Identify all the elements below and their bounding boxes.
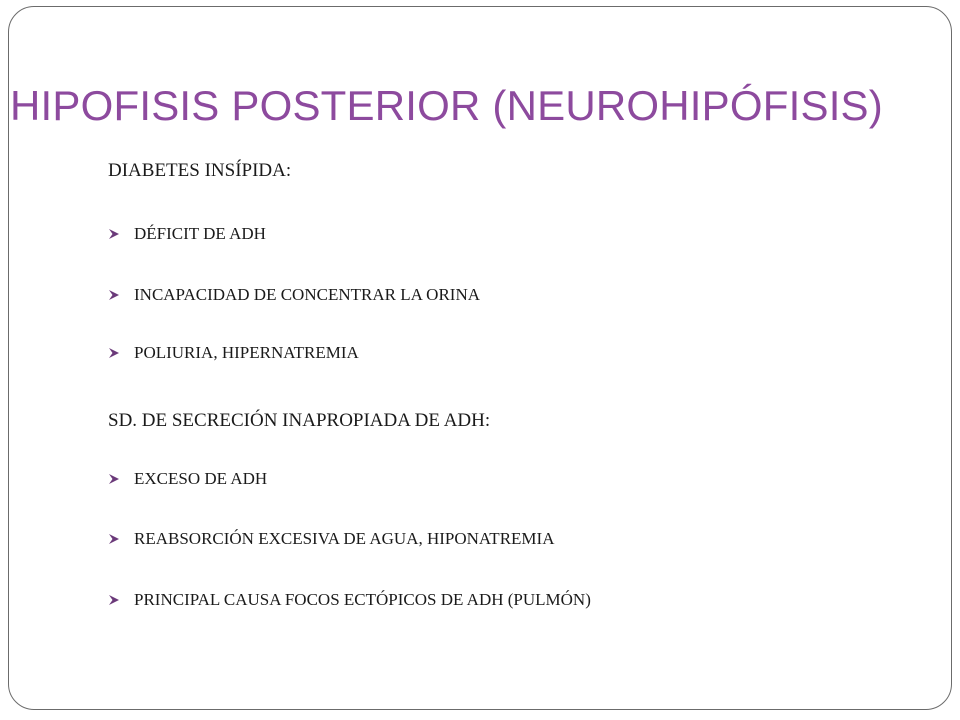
arrowhead-bullet-icon: [108, 533, 120, 545]
bullet-text: REABSORCIÓN EXCESIVA DE AGUA, HIPONATREMIA: [134, 529, 555, 548]
bullet-text: EXCESO DE ADH: [134, 469, 268, 488]
bullet-text: POLIURIA, HIPERNATREMIA: [134, 343, 359, 362]
bullet-item: [108, 224, 266, 244]
arrowhead-bullet-icon: [108, 289, 120, 301]
arrowhead-bullet-icon: [108, 228, 120, 240]
bullet-text: DÉFICIT DE ADH: [134, 224, 266, 243]
arrowhead-bullet-icon: [108, 347, 120, 359]
bullet-item: [108, 590, 591, 610]
section-heading-diabetes-insipida: DIABETES INSÍPIDA:: [108, 160, 292, 181]
slide-title: HIPOFISIS POSTERIOR (NEUROHIPÓFISIS): [10, 82, 883, 129]
arrowhead-bullet-icon: [108, 594, 120, 606]
section-heading-sd-secrecion: SD. DE SECRECIÓN INAPROPIADA DE ADH:: [108, 410, 491, 431]
bullet-item: [108, 285, 480, 305]
bullet-text: INCAPACIDAD DE CONCENTRAR LA ORINA: [134, 285, 481, 304]
bullet-item: [108, 469, 267, 489]
bullet-text: PRINCIPAL CAUSA FOCOS ECTÓPICOS DE ADH (PULMÓN): [134, 590, 591, 609]
bullet-item: [108, 529, 554, 549]
arrowhead-bullet-icon: [108, 473, 120, 485]
bullet-item: [108, 343, 359, 363]
